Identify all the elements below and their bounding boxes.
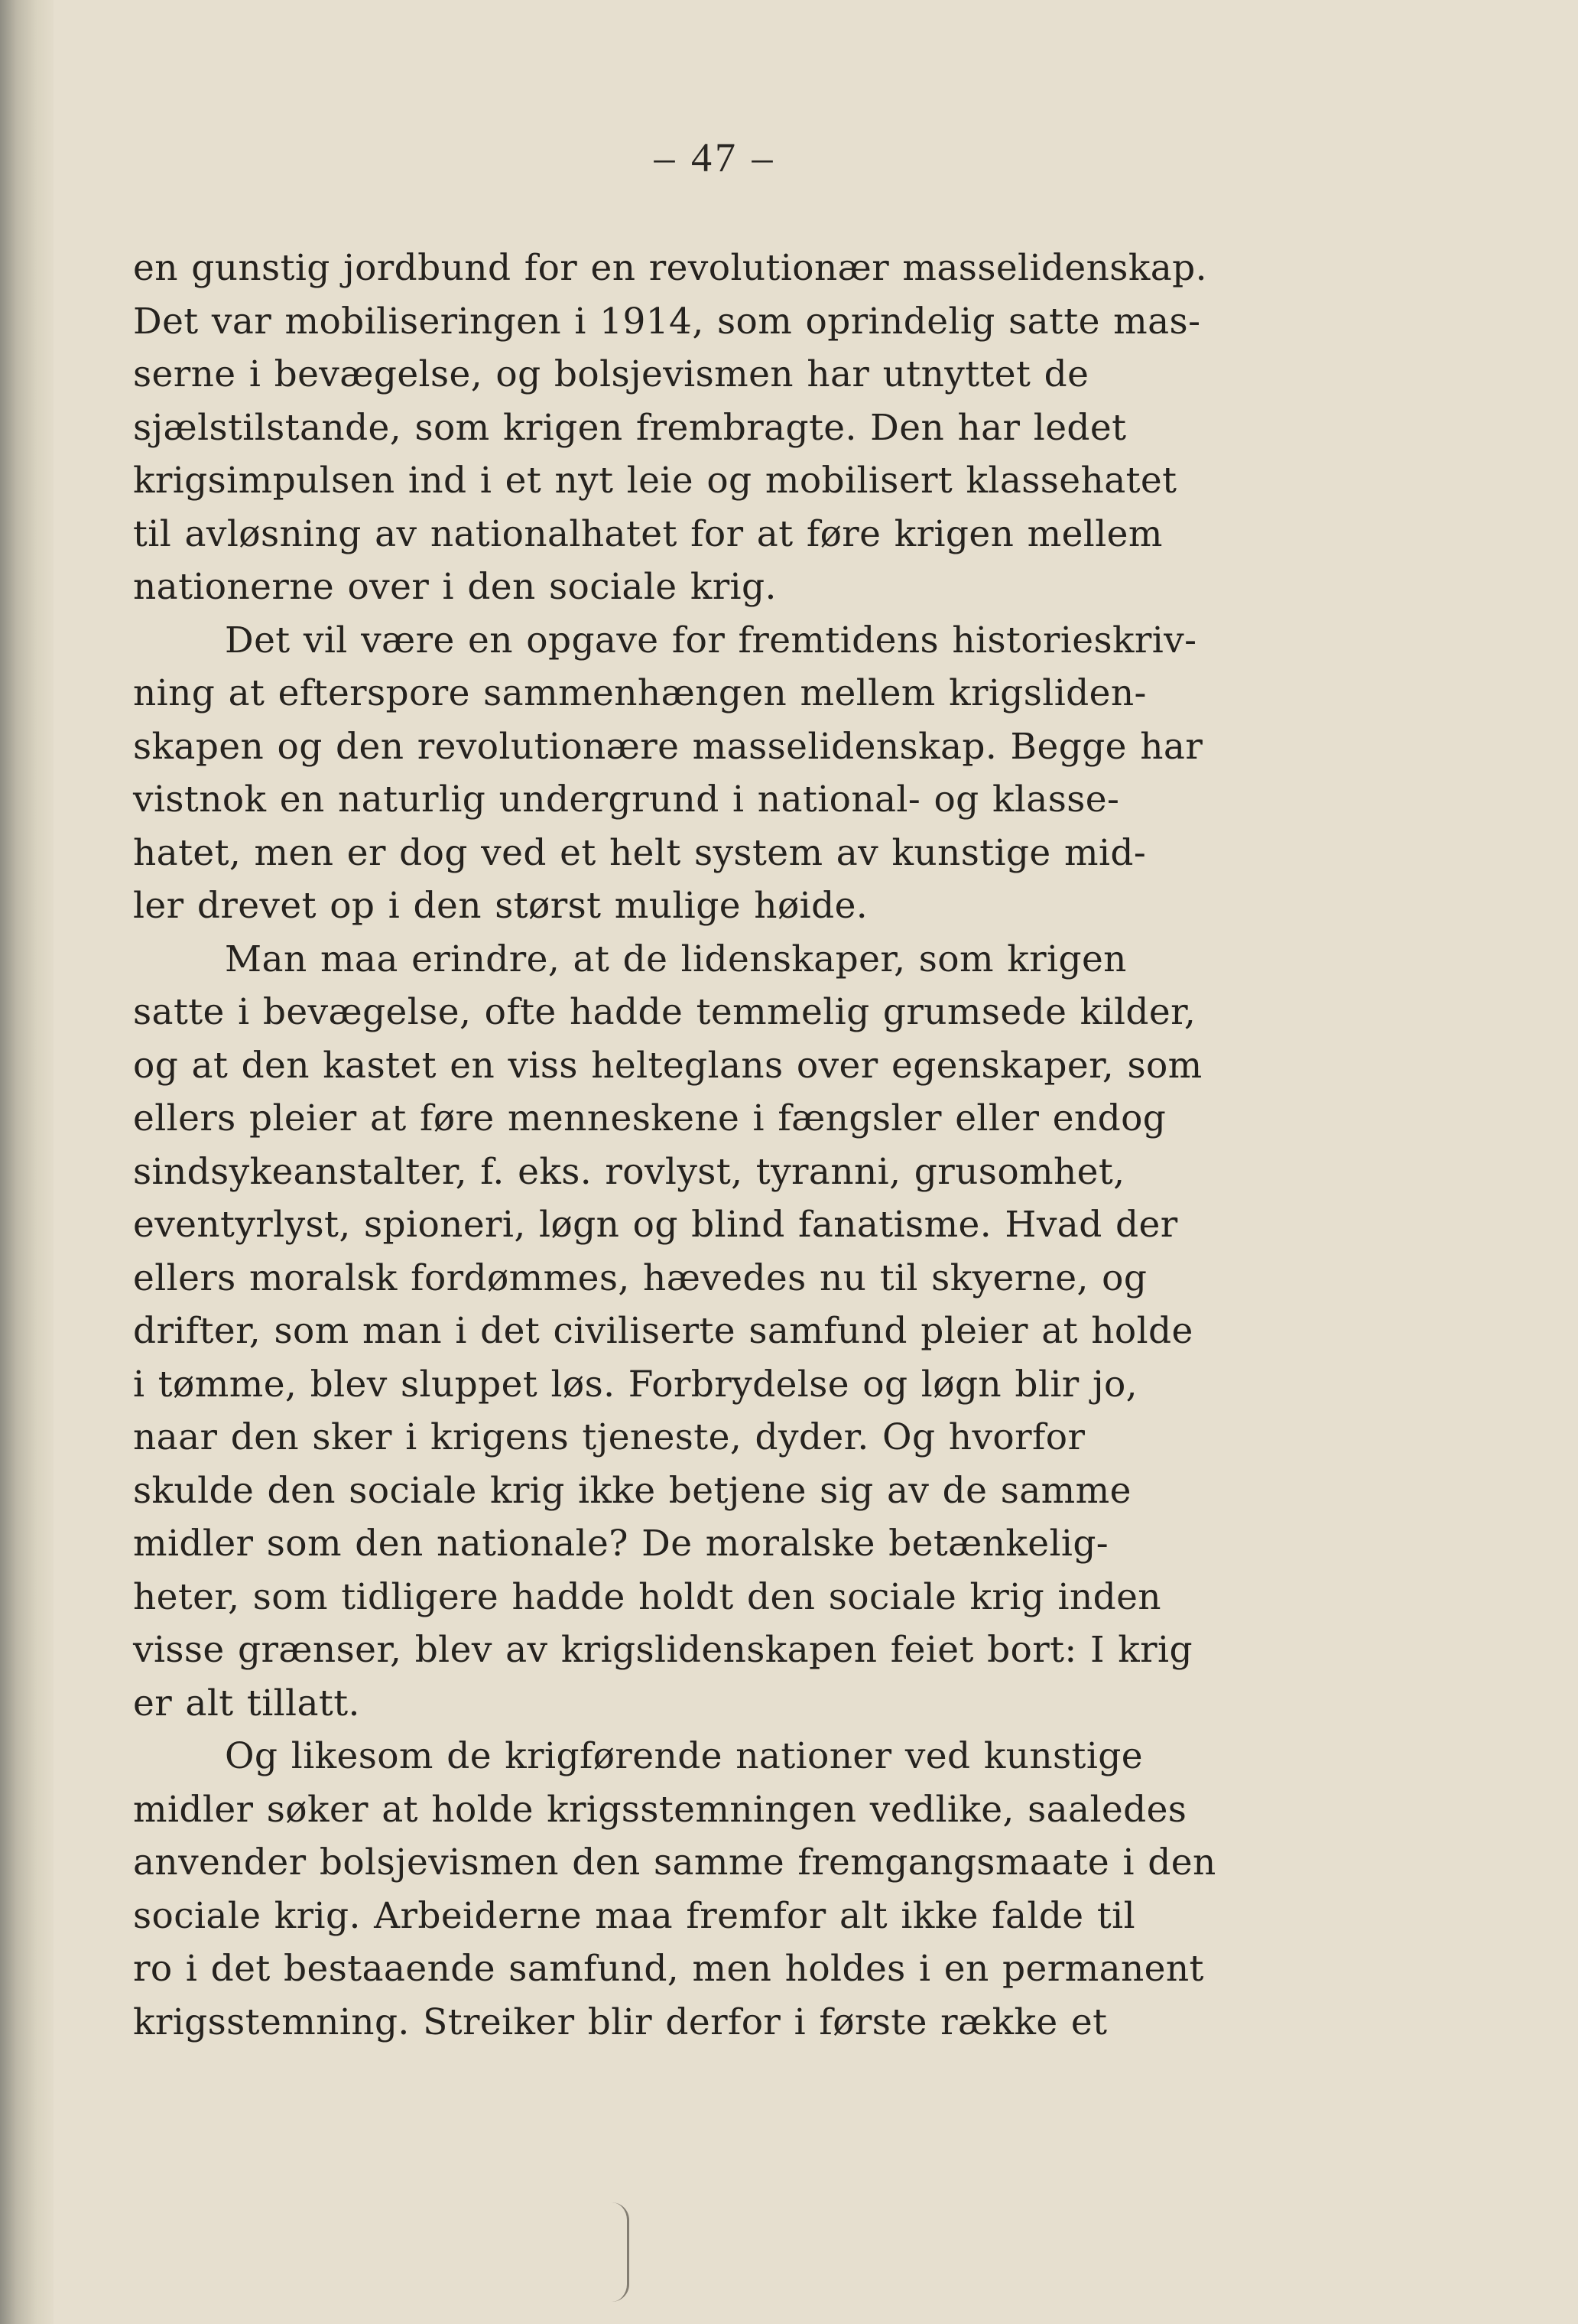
- text-line: skapen og den revolutionære masselidenskap. Begge har: [133, 725, 1203, 768]
- text-line: skulde den sociale krig ikke betjene sig av de samme: [133, 1469, 1132, 1512]
- text-line: en gunstig jordbund for en revolutionær masselidenskap.: [133, 247, 1207, 289]
- book-page: [54, 0, 1578, 2324]
- text-line: ellers moralsk fordømmes, hævedes nu til skyerne, og: [133, 1256, 1148, 1299]
- text-line: sjælstilstande, som krigen frembragte. Den har ledet: [133, 406, 1127, 449]
- text-line: anvender bolsjevismen den samme fremgangsmaate i den: [133, 1841, 1216, 1884]
- text-line: ler drevet op i den størst mulige høide.: [133, 885, 869, 927]
- scan-binding-edge: [0, 0, 54, 2324]
- text-line: drifter, som man i det civiliserte samfund pleier at holde: [133, 1310, 1193, 1352]
- text-line: eventyrlyst, spioneri, løgn og blind fanatisme. Hvad der: [133, 1204, 1178, 1246]
- text-line: krigsstemning. Streiker blir derfor i første række et: [133, 2001, 1108, 2043]
- text-line: og at den kastet en viss helteglans over egenskaper, som: [133, 1044, 1203, 1087]
- text-line: krigsimpulsen ind i et nyt leie og mobilisert klassehatet: [133, 460, 1177, 502]
- scan-bracket-mark: [612, 2202, 629, 2302]
- text-line: nationerne over i den sociale krig.: [133, 566, 777, 608]
- text-line: satte i bevægelse, ofte hadde temmelig grumsede kilder,: [133, 991, 1196, 1033]
- text-line: Man maa erindre, at de lidenskaper, som krigen: [225, 938, 1127, 980]
- text-line: hatet, men er dog ved et helt system av kunstige mid-: [133, 831, 1147, 874]
- text-line: er alt tillatt.: [133, 1682, 360, 1724]
- text-line: sindsykeanstalter, f. eks. rovlyst, tyranni, grusomhet,: [133, 1150, 1125, 1193]
- text-line: ellers pleier at føre menneskene i fængsler eller endog: [133, 1097, 1167, 1139]
- body-text: [133, 242, 1318, 2049]
- text-line: ro i det bestaaende samfund, men holdes i en permanent: [133, 1948, 1204, 1990]
- page-number: – 47 –: [654, 135, 776, 180]
- text-line: Det vil være en opgave for fremtidens historieskriv-: [225, 619, 1197, 661]
- text-line: ning at efterspore sammenhængen mellem krigsliden-: [133, 672, 1147, 714]
- text-line: midler søker at holde krigsstemningen vedlike, saaledes: [133, 1788, 1187, 1831]
- text-line: heter, som tidligere hadde holdt den sociale krig inden: [133, 1575, 1161, 1618]
- text-line: Det var mobiliseringen i 1914, som oprindelig satte mas-: [133, 300, 1201, 343]
- text-line: til avløsning av nationalhatet for at føre krigen mellem: [133, 512, 1163, 555]
- text-line: serne i bevægelse, og bolsjevismen har utnyttet de: [133, 353, 1089, 395]
- text-line: naar den sker i krigens tjeneste, dyder. Og hvorfor: [133, 1416, 1086, 1458]
- text-line: sociale krig. Arbeiderne maa fremfor alt ikke falde til: [133, 1894, 1136, 1937]
- text-line: i tømme, blev sluppet løs. Forbrydelse og løgn blir jo,: [133, 1363, 1138, 1406]
- text-line: visse grænser, blev av krigslidenskapen feiet bort: I krig: [133, 1629, 1193, 1671]
- text-line: Og likesom de krigførende nationer ved kunstige: [225, 1735, 1143, 1777]
- text-line: midler som den nationale? De moralske betænkelig-: [133, 1523, 1109, 1565]
- text-line: vistnok en naturlig undergrund i national- og klasse-: [133, 778, 1120, 821]
